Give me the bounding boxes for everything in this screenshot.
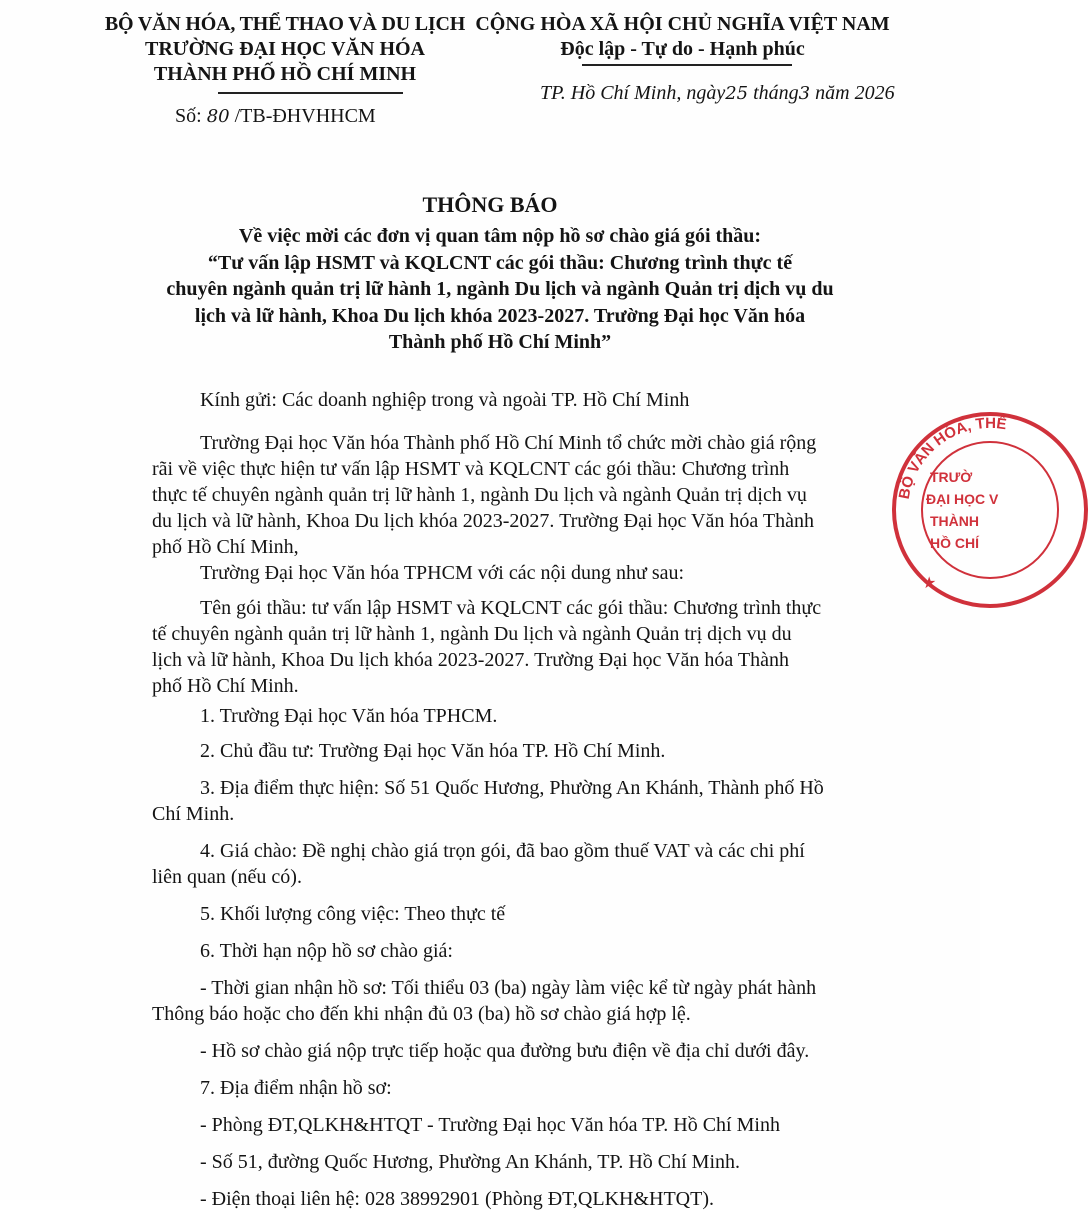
list-item: - Hồ sơ chào giá nộp trực tiếp hoặc qua đường bưu điện về địa chỉ dưới đây.	[200, 1040, 810, 1062]
list-item: 6. Thời hạn nộp hồ sơ chào giá:	[200, 940, 453, 962]
body-line: lịch và lữ hành, Khoa Du lịch khóa 2023-2027. Trường Đại học Văn hóa Thành	[152, 649, 789, 671]
document-subject	[140, 223, 860, 356]
body-line: thực tế chuyên ngành quản trị lữ hành 1, ngành Du lịch và ngành Quản trị dịch vụ	[152, 484, 807, 506]
republic-name: CỘNG HÒA XÃ HỘI CHỦ NGHĨA VIỆT NAM	[475, 13, 890, 35]
subject-line: chuyên ngành quản trị lữ hành 1, ngành Du lịch và ngành Quản trị dịch vụ du	[166, 278, 834, 300]
salutation: Kính gửi: Các doanh nghiệp trong và ngoài TP. Hồ Chí Minh	[200, 389, 690, 411]
national-header	[470, 12, 895, 62]
list-item: Chí Minh.	[152, 803, 235, 825]
stamp-inner-line: HỒ CHÍ	[930, 535, 979, 551]
month-label: tháng	[753, 82, 799, 104]
place-prefix: TP. Hồ Chí Minh, ngày	[540, 82, 726, 104]
issuer-header	[95, 12, 475, 87]
list-item: 1. Trường Đại học Văn hóa TPHCM.	[200, 705, 498, 727]
national-motto: Độc lập - Tự do - Hạnh phúc	[560, 38, 805, 60]
list-item: Thông báo hoặc cho đến khi nhận đủ 03 (ba) hồ sơ chào giá hợp lệ.	[152, 1003, 691, 1025]
subject-line: Thành phố Hồ Chí Minh”	[388, 331, 612, 353]
issuer-underline	[218, 92, 403, 94]
doc-no-suffix: /TB-ĐHVHHCM	[234, 105, 376, 127]
stamp-star-icon: ★	[922, 575, 937, 592]
official-stamp	[890, 410, 1090, 610]
body-line: Tên gói thầu: tư vấn lập HSMT và KQLCNT các gói thầu: Chương trình thực	[200, 597, 822, 619]
year-text: năm 2026	[815, 82, 895, 104]
list-item: - Phòng ĐT,QLKH&HTQT - Trường Đại học Văn hóa TP. Hồ Chí Minh	[200, 1114, 780, 1136]
body-line: rãi về việc thực hiện tư vấn lập HSMT và KQLCNT các gói thầu: Chương trình	[152, 458, 790, 480]
body-line: Trường Đại học Văn hóa Thành phố Hồ Chí Minh tổ chức mời chào giá rộng	[200, 432, 817, 454]
subject-line: “Tư vấn lập HSMT và KQLCNT các gói thầu: Chương trình thực tế	[207, 251, 793, 274]
doc-no-handwritten: 80	[206, 106, 230, 127]
body-line: phố Hồ Chí Minh.	[152, 675, 299, 697]
subject-line: lịch và lữ hành, Khoa Du lịch khóa 2023-2027. Trường Đại học Văn hóa	[194, 304, 806, 327]
place-date	[540, 82, 895, 105]
list-item: 2. Chủ đầu tư: Trường Đại học Văn hóa TP. Hồ Chí Minh.	[200, 740, 666, 762]
stamp-inner-line: ĐẠI HỌC V	[926, 491, 999, 507]
school-name-line1: TRƯỜNG ĐẠI HỌC VĂN HÓA	[144, 38, 425, 60]
list-item: 4. Giá chào: Đề nghị chào giá trọn gói, đã bao gồm thuế VAT và các chi phí	[200, 840, 805, 862]
body-line: phố Hồ Chí Minh,	[152, 536, 299, 558]
stamp-inner-line: THÀNH	[930, 513, 979, 529]
ministry-name: BỘ VĂN HÓA, THỂ THAO VÀ DU LỊCH	[104, 13, 466, 35]
list-item: 7. Địa điểm nhận hồ sơ:	[200, 1077, 392, 1099]
list-item: - Số 51, đường Quốc Hương, Phường An Khánh, TP. Hồ Chí Minh.	[200, 1151, 741, 1173]
body-line: du lịch và lữ hành, Khoa Du lịch khóa 2023-2027. Trường Đại học Văn hóa Thành	[152, 510, 814, 532]
stamp-inner-line: TRƯỜ	[930, 469, 973, 485]
document-title: THÔNG BÁO	[422, 192, 558, 217]
stamp-ring-text: BỘ VĂN HÓA, THỂ	[895, 414, 1008, 501]
body-line: tế chuyên ngành quản trị lữ hành 1, ngành Du lịch và ngành Quản trị dịch vụ du	[152, 623, 792, 645]
document-number	[175, 105, 376, 128]
list-item: - Thời gian nhận hồ sơ: Tối thiểu 03 (ba) ngày làm việc kể từ ngày phát hành	[200, 977, 817, 999]
school-name-line2: THÀNH PHỐ HỒ CHÍ MINH	[153, 63, 417, 85]
list-item: liên quan (nếu có).	[152, 866, 302, 888]
day-handwritten: 25	[725, 83, 749, 104]
list-item: 3. Địa điểm thực hiện: Số 51 Quốc Hương, Phường An Khánh, Thành phố Hồ	[200, 777, 824, 799]
body-line: Trường Đại học Văn hóa TPHCM với các nội dung như sau:	[200, 562, 685, 584]
motto-underline	[582, 64, 792, 66]
month-handwritten: 3	[798, 83, 811, 104]
subject-line: Về việc mời các đơn vị quan tâm nộp hồ sơ chào giá gói thầu:	[238, 225, 762, 247]
list-item: 5. Khối lượng công việc: Theo thực tế	[200, 903, 506, 925]
doc-no-prefix: Số:	[175, 105, 202, 127]
list-item: - Điện thoại liên hệ: 028 38992901 (Phòng ĐT,QLKH&HTQT).	[200, 1188, 714, 1210]
